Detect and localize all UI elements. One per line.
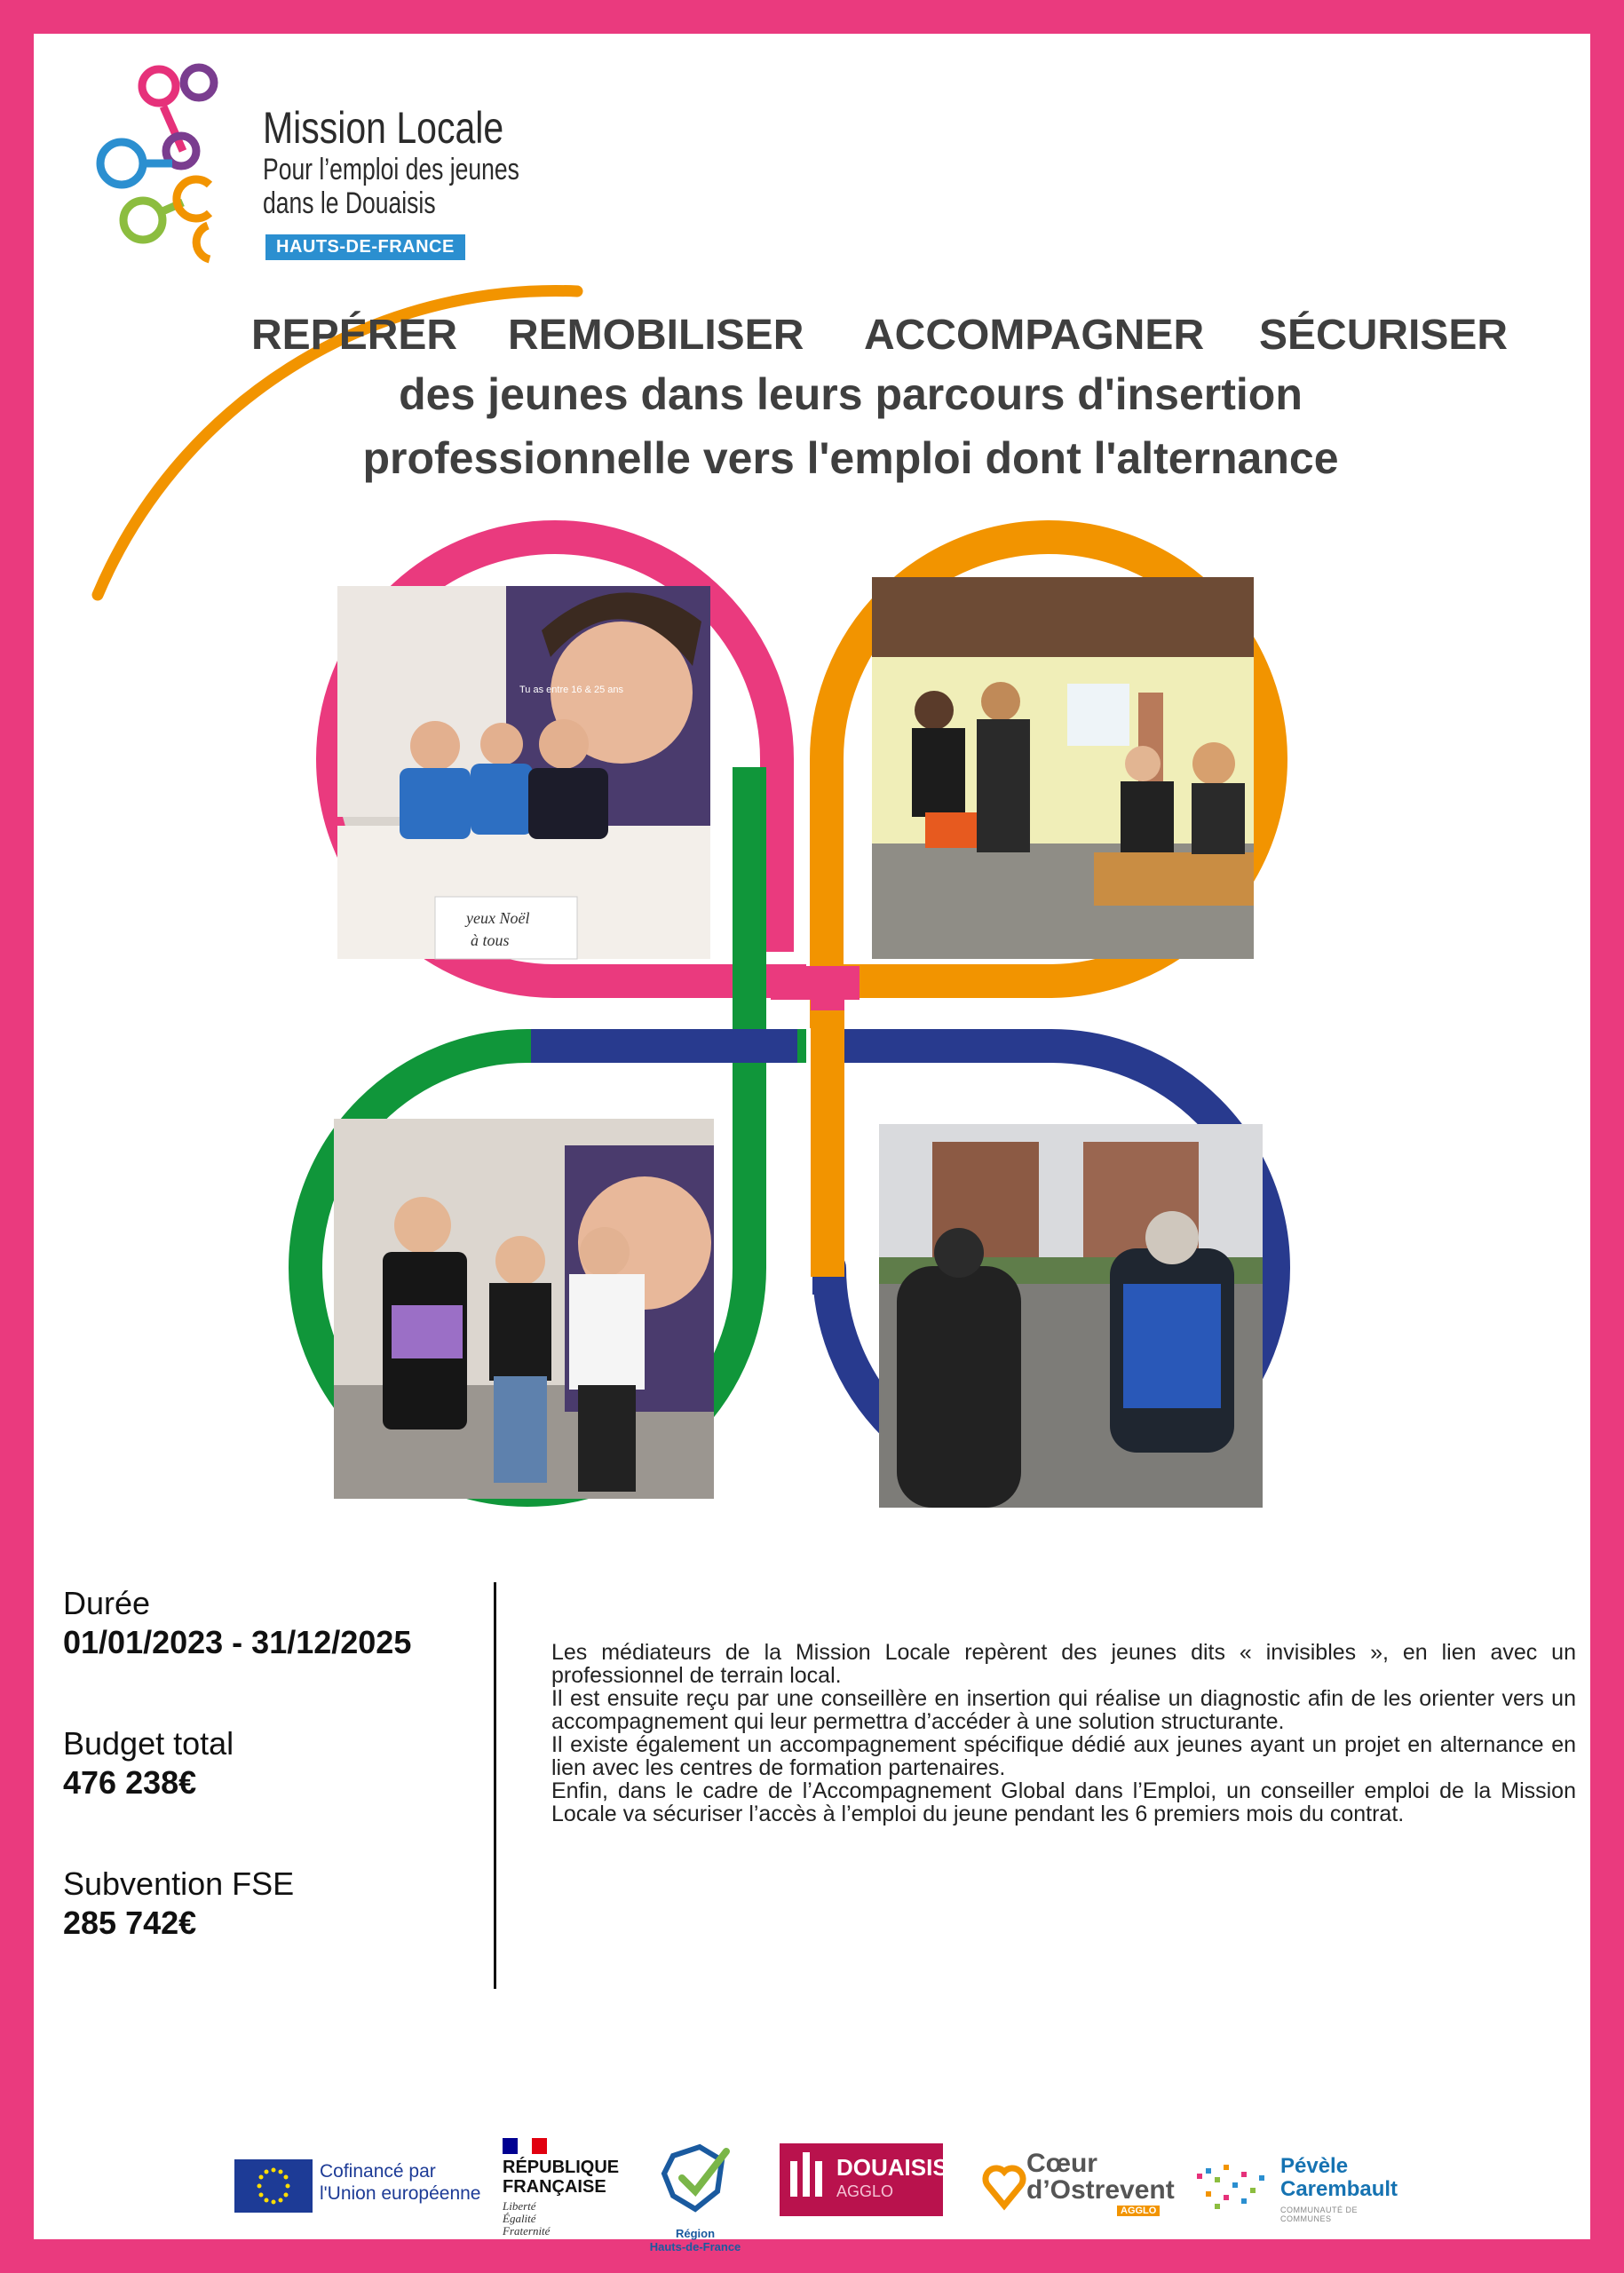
hdf-line2: Hauts-de-France [649,2240,741,2253]
pevele-sub: COMMUNAUTÉ DE COMMUNES [1280,2206,1358,2223]
clover-graphic [34,34,1590,1561]
logo-region-badge: HAUTS-DE-FRANCE [265,234,465,260]
verb-securiser: SÉCURISER [1259,312,1509,359]
douaisis-emblem-icon [783,2143,836,2216]
photo-caption-2: à tous [471,931,510,949]
logo-title: Mission Locale [263,103,504,153]
info-block [63,1584,411,2005]
pevele-dots-icon [1193,2156,1279,2218]
divider-line [494,1582,496,1989]
poster-page [34,34,1590,2253]
coeur-heart-icon [984,2152,1025,2214]
description-paragraph-3: Il existe également un accompagnement spécifique dédié aux jeunes ayant un projet en alternance en lien avec les centres de formation partenaires. [551,1732,1576,1780]
republique-francaise-logo [503,2138,619,2237]
eu-flag-icon [234,2159,313,2213]
coeur-agglo: AGGLO [1117,2206,1160,2216]
rf-motto3: Fraternité [503,2224,551,2237]
eu-line1: Cofinancé par [320,2161,436,2182]
photo-caption-1: yeux Noël [466,909,530,927]
rf-line1: RÉPUBLIQUE [503,2158,620,2177]
budget-label: Budget total [63,1725,234,1762]
photo-top-right [872,577,1254,959]
fse-value: 285 742€ [63,1905,197,1941]
duration-value: 01/01/2023 - 31/12/2025 [63,1624,412,1660]
french-flag-icon [503,2138,547,2154]
douaisis-agglo: AGGLO [836,2182,894,2200]
douaisis-name: DOUAISIS [836,2154,948,2181]
description-text [551,1641,1576,1826]
eu-line2: l'Union européenne [320,2183,481,2204]
eu-text [320,2160,480,2205]
photo-top-left [337,586,710,959]
coeur-line2: d’Ostrevent [1026,2175,1175,2205]
verb-reperer: REPÉRER [251,312,458,359]
coeur-ostrevent-logo [984,2147,1175,2218]
douaisis-agglo-logo [780,2143,948,2216]
verb-remobiliser: REMOBILISER [508,312,804,359]
logo-subtitle-line2: dans le Douaisis [263,186,436,220]
headline-line2: professionnelle vers l'emploi dont l'alternance [362,433,1339,483]
region-hdf-logo [646,2138,744,2253]
partner-logos [34,2111,1590,2253]
pevele-line1: Pévèle [1280,2154,1349,2178]
description-paragraph-2: Il est ensuite reçu par une conseillère en insertion qui réalise un diagnostic afin de les orienter vers un accompagnement qui leur permettra d’accéder à une solution structurante. [551,1686,1576,1734]
headline-line1: des jeunes dans leurs parcours d'insertion [399,369,1303,419]
photo-poster-text: Tu as entre 16 & 25 ans [519,685,623,695]
pevele-carembault-logo [1193,2152,1406,2223]
rf-motto1: Liberté [503,2199,536,2213]
rf-motto2: Égalité [503,2212,536,2225]
photo-bottom-left [334,1119,714,1499]
logo-subtitle-line1: Pour l’emploi des jeunes [263,153,519,186]
description-paragraph-1: Les médiateurs de la Mission Locale repèrent des jeunes dits « invisibles », en lien avec un professionnel de terrain local. [551,1640,1576,1688]
hdf-line1: Région [675,2227,716,2240]
coeur-line1: Cœur [1026,2149,1097,2178]
photo-bottom-right [879,1124,1263,1508]
description-paragraph-4: Enfin, dans le cadre de l’Accompagnement Global dans l’Emploi, un conseiller emploi de la Mission Locale va sécuriser l’accès à l’emploi du jeune pendant les 6 premiers mois du contrat. [551,1778,1576,1826]
duration-label: Durée [63,1585,151,1621]
fse-label: Subvention FSE [63,1865,295,1902]
budget-value: 476 238€ [63,1764,197,1801]
verb-accompagner: ACCOMPAGNER [864,312,1205,359]
region-map-icon [646,2138,744,2227]
pevele-line2: Carembault [1280,2177,1398,2201]
rf-line2: FRANÇAISE [503,2177,606,2197]
